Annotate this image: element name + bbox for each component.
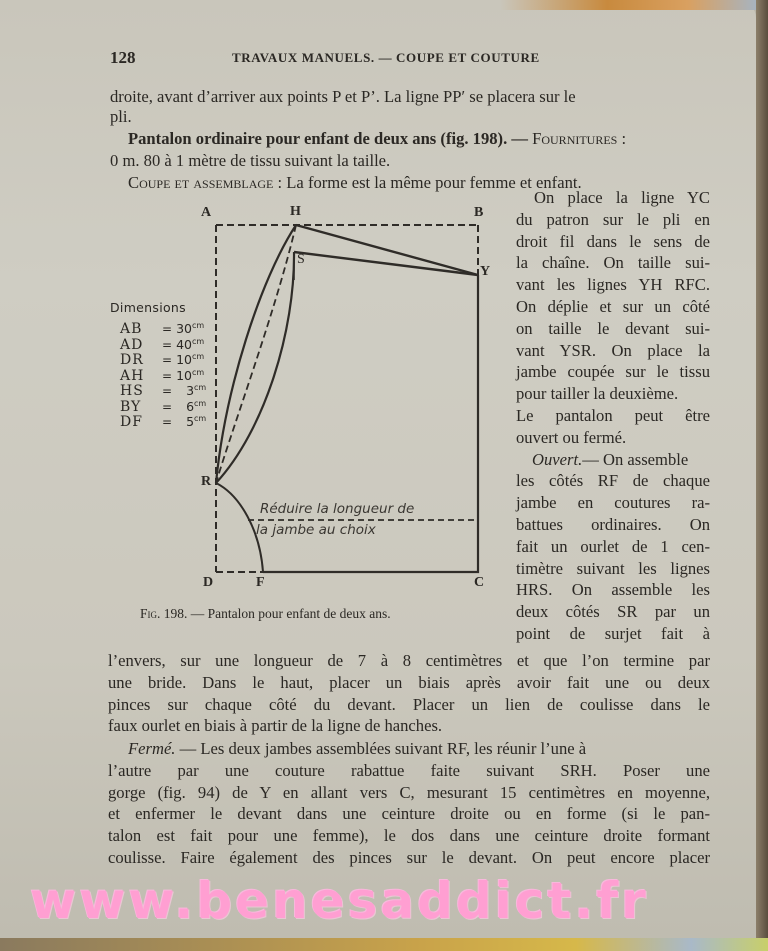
column-text-line: jambe coupée sur le tissu [516, 362, 710, 382]
running-title: TRAVAUX MANUELS. — COUPE ET COUTURE [232, 50, 540, 65]
text-line: talon est fait pour une femme), le dos dans une ceinture droite formant [108, 826, 710, 846]
text-line: l’autre par une couture rabattue faite suivant SRH. Poser une [108, 760, 710, 780]
line-SY [294, 252, 478, 275]
dimension-unit: cm [191, 352, 205, 361]
dimension-value: 6 [186, 398, 195, 414]
equals-sign: = [162, 384, 173, 398]
column-text-line: ouvert ou fermé. [516, 427, 627, 447]
equals-sign: = [162, 399, 173, 414]
column-text-line: On déplie et sur un côté [516, 297, 710, 316]
text-line [110, 150, 390, 172]
equals-sign: = [162, 322, 173, 336]
point-Y: Y [480, 264, 491, 279]
paragraph-heading [128, 128, 626, 150]
column-text-line: Le pantalon peut être [516, 406, 710, 425]
background-bottom-edge [0, 938, 768, 951]
point-A: A [201, 205, 212, 220]
dimension-label: BY [120, 398, 142, 415]
point-B: B [474, 205, 484, 220]
column-text-line: On place la ligne YC [534, 188, 710, 207]
column-text-line: HRS. On assemble les [516, 580, 710, 600]
figure-caption [140, 606, 391, 622]
curve-HR-outer [216, 225, 296, 483]
column-text-line: deux côtés SR par un [516, 602, 710, 622]
equals-sign: = [162, 415, 173, 429]
column-text-line: point de surjet fait à [516, 624, 710, 643]
dimension-label: HS [120, 383, 144, 399]
line-HY [296, 225, 478, 275]
point-C: C [474, 575, 485, 590]
dimension-row [110, 337, 206, 353]
point-S: S [297, 252, 305, 267]
column-text-line [532, 449, 710, 471]
dimension-value: 10 [176, 367, 192, 383]
dimension-value: 30 [176, 321, 192, 336]
dimension-row [110, 321, 206, 337]
dimension-unit: cm [191, 367, 205, 377]
dimension-unit: cm [194, 398, 207, 408]
ferme-label: Fermé. [128, 739, 176, 758]
dimension-label: DR [120, 352, 144, 368]
equals-sign: = [162, 353, 173, 367]
dimension-label: AD [120, 336, 144, 353]
text-line: pinces sur chaque côté du devant. Placer un lien de coulisse dans le [108, 694, 710, 714]
supplies-label: Fournitures : [532, 129, 627, 148]
equals-sign: = [162, 337, 173, 352]
point-F: F [256, 575, 265, 590]
note-reduce-length-1: Réduire la longueur de [260, 501, 415, 517]
column-text-line: vant YSR. On place la [516, 340, 710, 360]
column-text-line: les côtés RF de chaque [516, 471, 710, 491]
column-text-line: pour tailler la deuxième. [516, 384, 679, 404]
dimension-label: AB [120, 321, 143, 337]
ouvert-label: Ouvert. [532, 449, 583, 469]
dimensions-list [110, 321, 206, 430]
caption-label: Fig. 198. [140, 606, 188, 621]
dimension-label: DF [120, 414, 143, 430]
column-text-line: jambe en coutures ra- [516, 493, 710, 513]
text-line: faux ourlet en biais à partir de la ligne de hanches. [108, 716, 443, 736]
dimension-unit: cm [194, 383, 207, 392]
caption-text: — Pantalon pour enfant de deux ans. [187, 606, 391, 621]
page-header [110, 48, 710, 68]
dimension-row [110, 399, 206, 415]
dimension-value: 5 [186, 414, 195, 429]
note-reduce-length-2: la jambe au choix [256, 522, 376, 538]
cutting-label: Coupe et assemblage : [128, 173, 283, 192]
text-line: et enfermer le devant dans une ceinture droite ou en forme (si le pan- [108, 804, 710, 824]
watermark: www.benesaddict.fr [30, 872, 649, 930]
dimension-value: 3 [186, 383, 195, 398]
text-span: droite, avant d’arriver aux points P et P’. La ligne PP′ se placera sur le [110, 87, 576, 106]
dimensions-title: Dimensions [110, 300, 186, 315]
column-text-line: du patron sur le pli en [516, 209, 710, 229]
column-text-line: la chaîne. On taille sui- [516, 253, 710, 273]
column-text-line: fait un ourlet de 1 cen- [516, 536, 710, 556]
curve-HR-dashed [216, 225, 296, 483]
page-number: 128 [110, 48, 136, 67]
point-R: R [201, 474, 212, 489]
text-span: 0 m. 80 à 1 mètre de tissu suivant la taille. [110, 151, 391, 170]
text-line [110, 86, 710, 108]
column-text-line: timètre suivant les lignes [516, 558, 710, 578]
text-line [110, 106, 132, 128]
dimension-row [110, 383, 206, 399]
figure-198 [100, 200, 505, 600]
text-line: l’envers, sur une longueur de 7 à 8 centimètres et que l’on termine par [108, 651, 710, 670]
text-span: La forme est la même pour femme et enfant. [282, 173, 582, 192]
point-D: D [203, 575, 214, 590]
page-edge-right [756, 0, 768, 951]
point-H: H [290, 204, 301, 219]
text-line: gorge (fig. 94) de Y en allant vers C, mesurant 15 centimètres en moyenne, [108, 782, 710, 802]
dimension-value: 40 [176, 336, 192, 352]
text-line: une bride. Dans le haut, placer un biais après avoir fait une ou deux [108, 672, 710, 692]
dimension-unit: cm [194, 414, 207, 423]
dimension-unit: cm [191, 321, 205, 330]
text-line: coulisse. Faire également des pinces sur le devant. On peut encore placer [108, 848, 710, 867]
dimension-row [110, 352, 206, 368]
text-line [128, 738, 710, 760]
dimension-value: 10 [176, 352, 192, 367]
column-text-line: battues ordinaires. On [516, 515, 710, 534]
column-text-line: droit fil dans le sens de [516, 231, 710, 251]
dimensions-block [110, 300, 206, 430]
background-top-edge [500, 0, 768, 10]
dimension-row [110, 368, 206, 384]
dimension-unit: cm [191, 336, 205, 346]
column-text-line: on taille le devant sui- [516, 318, 710, 338]
text-line [128, 172, 582, 194]
text-span: — On assemble [582, 449, 689, 469]
dimension-label: AH [120, 367, 145, 384]
text-span: — Les deux jambes assemblées suivant RF, les réunir l’une à [175, 739, 587, 758]
column-text-line: vant les lignes YH RFC. [516, 275, 710, 295]
dimension-row [110, 414, 206, 430]
heading-bold: Pantalon ordinaire pour enfant de deux ans (fig. 198). — [128, 129, 533, 148]
equals-sign: = [162, 368, 173, 383]
text-span: pli. [110, 107, 132, 126]
